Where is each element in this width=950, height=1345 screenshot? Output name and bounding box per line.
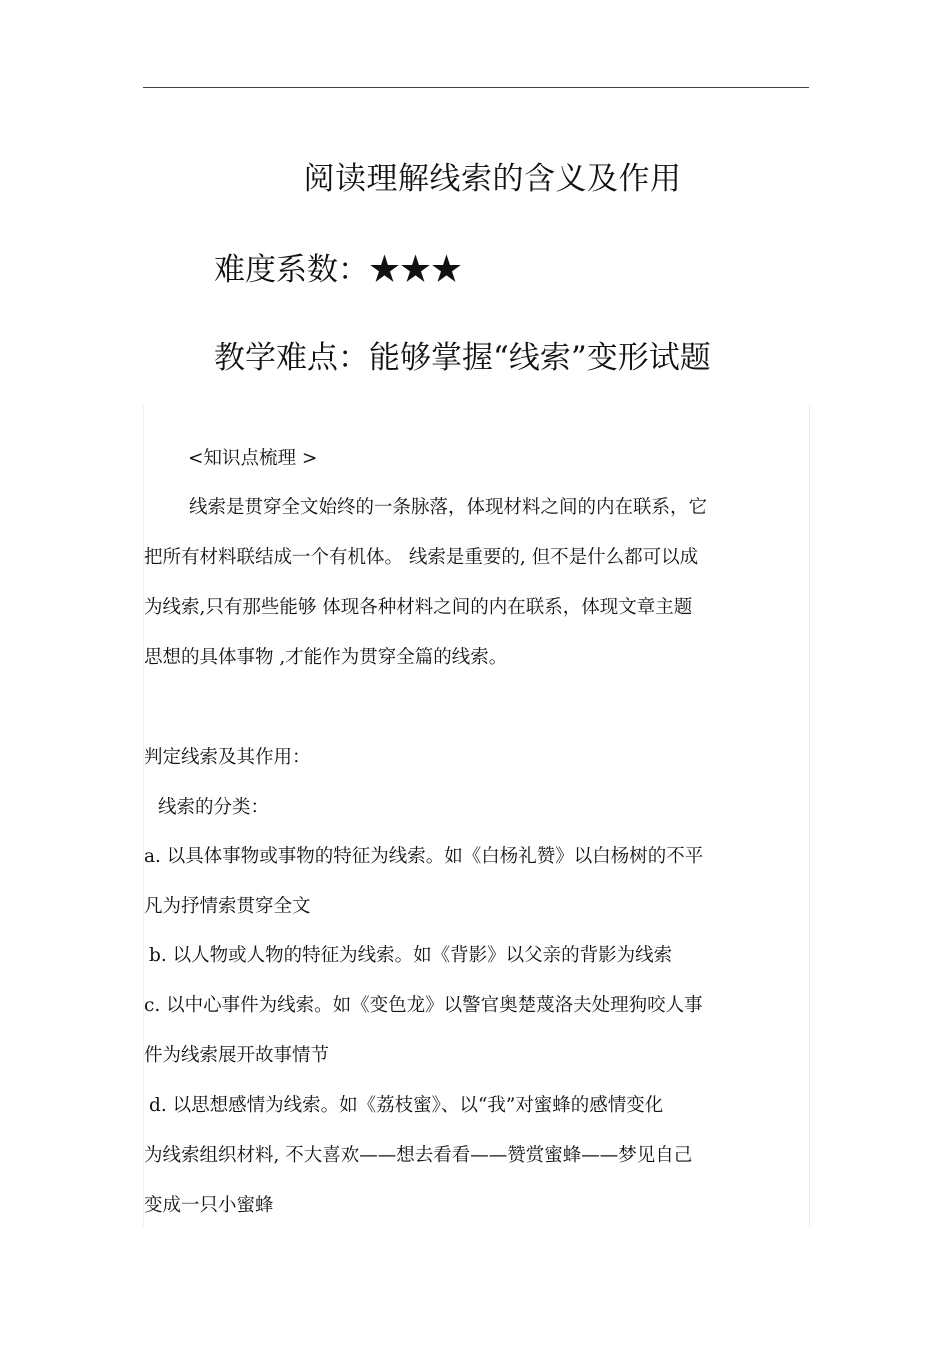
- section-heading: <知识点梳理 >: [188, 448, 318, 469]
- list-item-line: 凡为抒情索贯穿全文: [144, 896, 311, 917]
- intro-line: 把所有材料联结成一个有机体。 线索是重要的, 但不是什么都可以成: [144, 547, 699, 568]
- difficulty-stars: ★★★: [369, 252, 462, 288]
- list-item-line: a. 以具体事物或事物的特征为线索。如《白杨礼赞》以白杨树的不平: [144, 846, 704, 867]
- list-item-line: 件为线索展开故事情节: [144, 1045, 330, 1066]
- list-item-line: 为线索组织材料, 不大喜欢——想去看看——赞赏蜜蜂——梦见自己: [144, 1145, 693, 1166]
- list-item-line: b. 以人物或人物的特征为线索。如《背影》以父亲的背影为线索: [149, 945, 673, 966]
- judge-heading: 判定线索及其作用：: [144, 747, 311, 768]
- intro-line: 线索是贯穿全文始终的一条脉落，体现材料之间的内在联系，它: [189, 497, 708, 518]
- page-title: 阅读理解线索的含义及作用: [303, 161, 682, 197]
- header-rule: [143, 87, 809, 88]
- difficulty-rating: [214, 244, 462, 289]
- intro-line: 为线索,只有那些能够 体现各种材料之间的内在联系，体现文章主题: [144, 597, 693, 618]
- list-item-line: 变成一只小蜜蜂: [144, 1195, 274, 1216]
- difficulty-label: 难度系数：: [214, 252, 369, 288]
- list-item-line: d. 以思想感情为线索。如《荔枝蜜》、以“我”对蜜蜂的感情变化: [149, 1095, 664, 1116]
- intro-line: 思想的具体事物 ,才能作为贯穿全篇的线索。: [144, 647, 508, 668]
- category-heading: 线索的分类：: [158, 797, 270, 818]
- list-item-line: c. 以中心事件为线索。如《变色龙》以警官奥楚蔑洛夫处理狗咬人事: [144, 995, 703, 1016]
- teaching-focus: 教学难点：能够掌握“线索”变形试题: [214, 340, 711, 376]
